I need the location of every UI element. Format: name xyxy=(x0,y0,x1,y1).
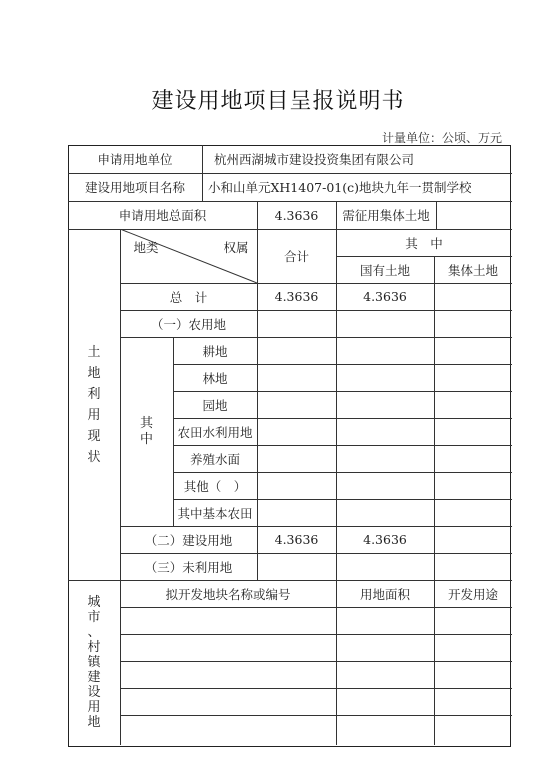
project-label: 建设用地项目名称 xyxy=(84,180,185,195)
total-area-value: 4.3636 xyxy=(274,207,319,223)
document-title: 建设用地项目呈报说明书 xyxy=(151,89,405,114)
section-char: 土 xyxy=(87,344,101,360)
section-char: 设 xyxy=(87,685,101,700)
row-label: 耕地 xyxy=(202,343,228,359)
row-label: 其他（ ） xyxy=(183,478,247,494)
land-use-section-label xyxy=(68,229,120,580)
collective-requisition-label: 需征用集体土地 xyxy=(342,208,430,223)
section-char: 村 xyxy=(87,640,101,655)
row-state xyxy=(336,553,434,580)
row-state xyxy=(336,364,434,391)
form-table xyxy=(68,145,512,748)
row-label: 总 计 xyxy=(169,289,208,305)
row-label: （三）未利用地 xyxy=(144,559,233,575)
collective-requisition-value xyxy=(436,201,512,229)
row-label: 园地 xyxy=(202,397,228,413)
total-area-label: 申请用地总面积 xyxy=(118,208,207,223)
row-total xyxy=(257,499,336,526)
row-state xyxy=(336,472,434,499)
row-collective xyxy=(434,553,512,580)
row-collective xyxy=(434,445,512,472)
row-total xyxy=(257,364,336,391)
row-total xyxy=(257,472,336,499)
row-line xyxy=(120,715,512,716)
row-collective xyxy=(434,418,512,445)
row-total xyxy=(257,310,336,337)
row-total xyxy=(257,445,336,472)
row-label: 林地 xyxy=(202,370,228,386)
row-state: 4.3636 xyxy=(363,289,407,304)
header-ownership: 权属 xyxy=(223,240,249,255)
urban-col-area: 用地面积 xyxy=(359,586,410,602)
section-char: 用 xyxy=(87,700,101,715)
project-value: 小和山单元XH1407-01(c)地块九年一贯制学校 xyxy=(208,180,472,195)
row-line xyxy=(120,634,512,635)
row-collective xyxy=(434,337,512,364)
section-char: 地 xyxy=(87,715,101,730)
row-label: （一）农用地 xyxy=(150,316,226,332)
header-state-owned: 国有土地 xyxy=(359,262,410,278)
row-collective xyxy=(434,283,512,310)
row-collective xyxy=(434,310,512,337)
section-char: 市 xyxy=(87,610,101,625)
row-state xyxy=(336,499,434,526)
section-char: 地 xyxy=(87,365,101,381)
row-collective xyxy=(434,472,512,499)
row-state xyxy=(336,445,434,472)
section-char: 利 xyxy=(87,386,101,402)
section-char: 现 xyxy=(87,428,101,444)
applicant-label: 申请用地单位 xyxy=(97,152,173,167)
of-which-char: 其 xyxy=(139,415,153,431)
section-char: 城 xyxy=(87,595,101,610)
of-which-char: 中 xyxy=(139,431,153,447)
row-total: 4.3636 xyxy=(274,532,319,547)
section-char: 建 xyxy=(87,670,101,685)
section-char: 状 xyxy=(87,449,101,465)
applicant-value: 杭州西湖城市建设投资集团有限公司 xyxy=(214,152,415,167)
row-total xyxy=(257,391,336,418)
row-collective xyxy=(434,499,512,526)
header-collective: 集体土地 xyxy=(447,262,498,278)
header-total: 合计 xyxy=(283,249,309,264)
row-total: 4.3636 xyxy=(274,289,319,304)
row-total xyxy=(257,553,336,580)
header-of-which: 其 中 xyxy=(405,235,443,251)
row-state xyxy=(336,391,434,418)
row-label: 养殖水面 xyxy=(189,451,240,467)
row-total xyxy=(257,418,336,445)
section-char: 镇 xyxy=(87,655,101,670)
row-total xyxy=(257,337,336,364)
row-collective xyxy=(434,364,512,391)
row-state xyxy=(336,310,434,337)
row-state xyxy=(336,337,434,364)
section-char: 用 xyxy=(87,407,101,423)
row-line xyxy=(120,688,512,689)
row-state xyxy=(336,418,434,445)
urban-col-name: 拟开发地块名称或编号 xyxy=(165,586,291,602)
row-line xyxy=(120,661,512,662)
row-collective xyxy=(434,391,512,418)
row-collective xyxy=(434,526,512,553)
urban-section-label xyxy=(68,580,120,745)
row-label: （二）建设用地 xyxy=(144,532,233,548)
of-which-side-label xyxy=(120,337,173,526)
section-char: 、 xyxy=(87,625,101,640)
row-label: 其中基本农田 xyxy=(177,505,253,521)
row-line xyxy=(120,607,512,608)
urban-col-use: 开发用途 xyxy=(447,586,498,602)
row-state: 4.3636 xyxy=(363,532,407,547)
row-label: 农田水利用地 xyxy=(177,424,253,440)
header-category: 地类 xyxy=(133,240,159,255)
unit-note: 计量单位：公顷、万元 xyxy=(381,131,502,145)
